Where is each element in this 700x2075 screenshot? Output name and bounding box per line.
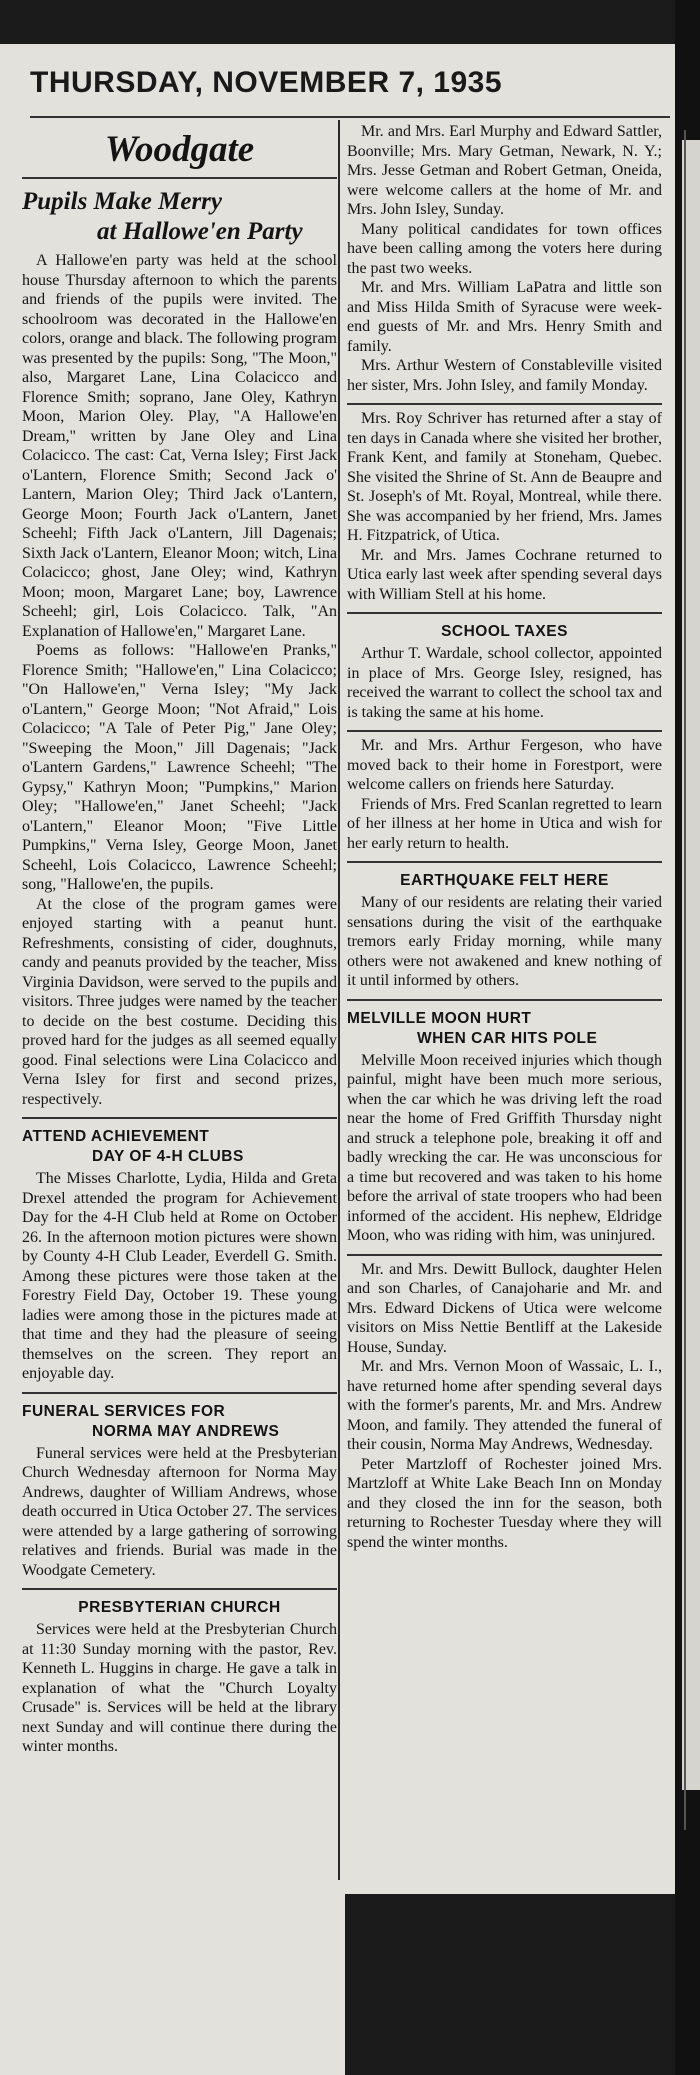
headline-school-taxes: SCHOOL TAXES xyxy=(441,623,568,640)
article-paragraph: Friends of Mrs. Fred Scanlan regretted to learn of her illness at her home in Utica and wish for her early return to health. xyxy=(347,795,662,852)
middle-column xyxy=(347,122,662,1552)
headline-line: WHEN CAR HITS POLE xyxy=(417,1029,598,1047)
article-paragraph: Many political candidates for town offices have been calling among the voters here during the past two weeks. xyxy=(347,220,662,277)
article-paragraph: Mr. and Mrs. Earl Murphy and Edward Sattler, Boonville; Mrs. Mary Getman, Newark, N. Y.; Mrs. Jesse Getman and Robert Getman, Oneida, were welcome callers at the home of Mr. and Mrs. John Isley, Sunday. xyxy=(347,123,662,218)
section-title: Woodgate xyxy=(22,128,337,179)
article-paragraph: A Hallowe'en party was held at the school house Thursday afternoon to which the parents and friends of the pupils were invited. The schoolroom was decorated in the Hallowe'en colors, orange and black. The following program was presented by the pupils: Song, "The Moon," also, Margaret Lane, Lina Colacicco and Florence Smith; soprano, Jane Oley, Kathryn Moon, Marion Oley. Play, "A Hallowe'en Dream," written by Jane Oley and Lina Colacicco. The cast: Cat, Verna Isley; First Jack o'Lantern, Florence Smith; Second Jack o' Lantern, Marion Oley; Third Jack o'Lantern, George Moon; Fourth Jack o'Lantern, Janet Scheehl; Fifth Jack o'Lantern, Jill Dagenais; Sixth Jack o'Lantern, Eleanor Moon; witch, Lina Colacicco; ghost, Jane Oley; wind, Kathryn Moon; moon, Margaret Lane; boy, Lawrence Scheehl; girl, Lois Colacicco. Talk, "An Explanation of Hallowe'en," Margaret Lane. xyxy=(22,252,337,640)
headline-funeral xyxy=(22,1402,337,1442)
article-paragraph: Arthur T. Wardale, school collector, appointed in place of Mrs. George Isley, resigned, has received the warrant to collect the school tax and is taking the same at his home. xyxy=(347,645,662,721)
adjacent-column-rule xyxy=(684,130,686,1830)
headline-halloween-party xyxy=(22,187,337,247)
article-paragraph: Mr. and Mrs. Arthur Fergeson, who have moved back to their home in Forestport, were welcome callers on friends here Saturday. xyxy=(347,737,662,793)
article-divider xyxy=(22,1588,337,1590)
headline-earthquake: EARTHQUAKE FELT HERE xyxy=(400,872,609,889)
headline-melville-moon xyxy=(347,1009,662,1049)
article-divider xyxy=(22,1392,337,1394)
article-divider xyxy=(347,403,662,405)
headline-line: ATTEND ACHIEVEMENT xyxy=(22,1128,210,1145)
article-paragraph: Mr. and Mrs. James Cochrane returned to Utica early last week after spending several days with William Stell at his home. xyxy=(347,546,662,603)
column-rule xyxy=(338,120,340,1880)
headline-line: DAY OF 4-H CLUBS xyxy=(92,1148,244,1165)
article-paragraph: Mrs. Arthur Western of Constableville visited her sister, Mrs. John Isley, and family Monday. xyxy=(347,357,662,394)
article-paragraph: Melville Moon received injuries which though painful, might have been much more serious, when the car which he was driving left the road near the home of Fred Griffith Thursday night and struck a telephone pole, breaking it off and badly wrecking the car. He was unconscious for a time but recovered and was taken to his home before the arrival of state troopers who had been informed of the accident. His nephew, Eldridge Moon, who was riding with him, was uninjured. xyxy=(347,1051,662,1244)
article-paragraph: Peter Martzloff of Rochester joined Mrs. Martzloff at White Lake Beach Inn on Monday and they closed the inn for the season, both returning to Rochester Tuesday where they will spend the winter months. xyxy=(347,1455,662,1551)
article-divider xyxy=(22,1117,337,1119)
article-divider xyxy=(347,1254,662,1256)
article-paragraph: The Misses Charlotte, Lydia, Hilda and Greta Drexel attended the program for Achievement Day for the 4-H Club held at Rome on October 26. In the afternoon motion pictures were shown by County 4-H Club Leader, Everdell G. Smith. Among these pictures were those taken at the Forestry Field Day, October 19. These young ladies were among those in the pictures made at that time and they had the pleasure of seeing themselves on the screen. They report an enjoyable day. xyxy=(22,1170,337,1382)
article-divider xyxy=(347,612,662,614)
headline-line: Pupils Make Merry xyxy=(22,188,222,215)
page-date-header: THURSDAY, NOVEMBER 7, 1935 xyxy=(30,66,670,118)
article-paragraph: Funeral services were held at the Presbyterian Church Wednesday afternoon for Norma May Andrews, daughter of William Andrews, whose death occurred in Utica October 27. The services were attended by a large gathering of sorrowing relatives and friends. Burial was made in the Woodgate Cemetery. xyxy=(22,1444,337,1579)
article-paragraph: Mr. and Mrs. Vernon Moon of Wassaic, L. I., have returned home after spending several days with the former's parents, Mr. and Mrs. Andrew Moon, and family. They attended the funeral of their cousin, Norma May Andrews, Wednesday. xyxy=(347,1358,662,1453)
newsprint-lower-left xyxy=(0,1850,345,2075)
article-divider xyxy=(347,999,662,1001)
article-paragraph: Poems as follows: "Hallowe'en Pranks," Florence Smith; "Hallowe'en," Lina Colacicco; "On Hallowe'en," Verna Isley; "My Jack o'Lantern," George Moon; "Not Afraid," Lois Colacicco; "A Tale of Peter Pig," Jane Oley; "Sweeping the Moon," Jill Dagenais; "Jack o'Lantern Gardens," Lawrence Scheehl; "The Gypsy," Kathryn Moon; "Pumpkins," Marion Oley; "Hallowe'en," Janet Scheehl; "Jack o'Lantern," Eleanor Moon; "Five Little Pumpkins," Verna Isley, George Moon, Janet Scheehl, Lois Colacicco, Lawrence Scheehl; song, "Hallowe'en, the pupils. xyxy=(22,642,337,893)
left-column xyxy=(22,122,337,1757)
headline-4h-clubs xyxy=(22,1127,337,1167)
headline-line: at Hallowe'en Party xyxy=(97,218,303,245)
headline-line: FUNERAL SERVICES FOR xyxy=(22,1402,226,1420)
article-divider xyxy=(347,730,662,732)
headline-line: MELVILLE MOON HURT xyxy=(347,1009,532,1027)
headline-line: NORMA MAY ANDREWS xyxy=(92,1422,280,1440)
article-paragraph: Mr. and Mrs. William LaPatra and little son and Miss Hilda Smith of Syracuse were week-end guests of Mr. and Mrs. Henry Smith and family. xyxy=(347,279,662,355)
article-paragraph: At the close of the program games were enjoyed starting with a peanut hunt. Refreshments, consisting of cider, doughnuts, candy and peanuts provided by the teacher, Miss Virginia Davidson, were served to the pupils and visitors. Three judges were named by the teacher to decide on the best costume. Deciding this proved hard for the judges as all seemed equally good. Final selections were Lina Colacicco and Verna Isley for first and second prizes, respectively. xyxy=(22,895,337,1108)
article-paragraph: Mr. and Mrs. Dewitt Bullock, daughter Helen and son Charles, of Canajoharie and Mr. and Mrs. Edward Dickens of Utica were welcome visitors on Miss Nettie Bentliff at the Lakeside House, Sunday. xyxy=(347,1260,662,1356)
article-paragraph: Mrs. Roy Schriver has returned after a stay of ten days in Canada where she visited her brother, Frank Kent, and family at Stoneham, Quebec. She visited the Shrine of St. Ann de Beaupre and St. Joseph's of Mt. Royal, Montreal, while there. She was accompanied by her friend, Mrs. James H. Fitzpatrick, of Utica. xyxy=(347,410,662,544)
article-paragraph: Services were held at the Presbyterian Church at 11:30 Sunday morning with the pastor, Rev. Kenneth L. Huggins in charge. He gave a talk in explanation of what the "Church Loyalty Crusade" is. Services will be held at the library next Sunday and will continue there during the winter months. xyxy=(22,1621,337,1755)
article-paragraph: Many of our residents are relating their varied sensations during the visit of the earthquake tremors early Friday morning, while many others were not awakened and knew nothing of it until informed by others. xyxy=(347,894,662,989)
article-divider xyxy=(347,861,662,863)
headline-church: PRESBYTERIAN CHURCH xyxy=(78,1599,281,1616)
